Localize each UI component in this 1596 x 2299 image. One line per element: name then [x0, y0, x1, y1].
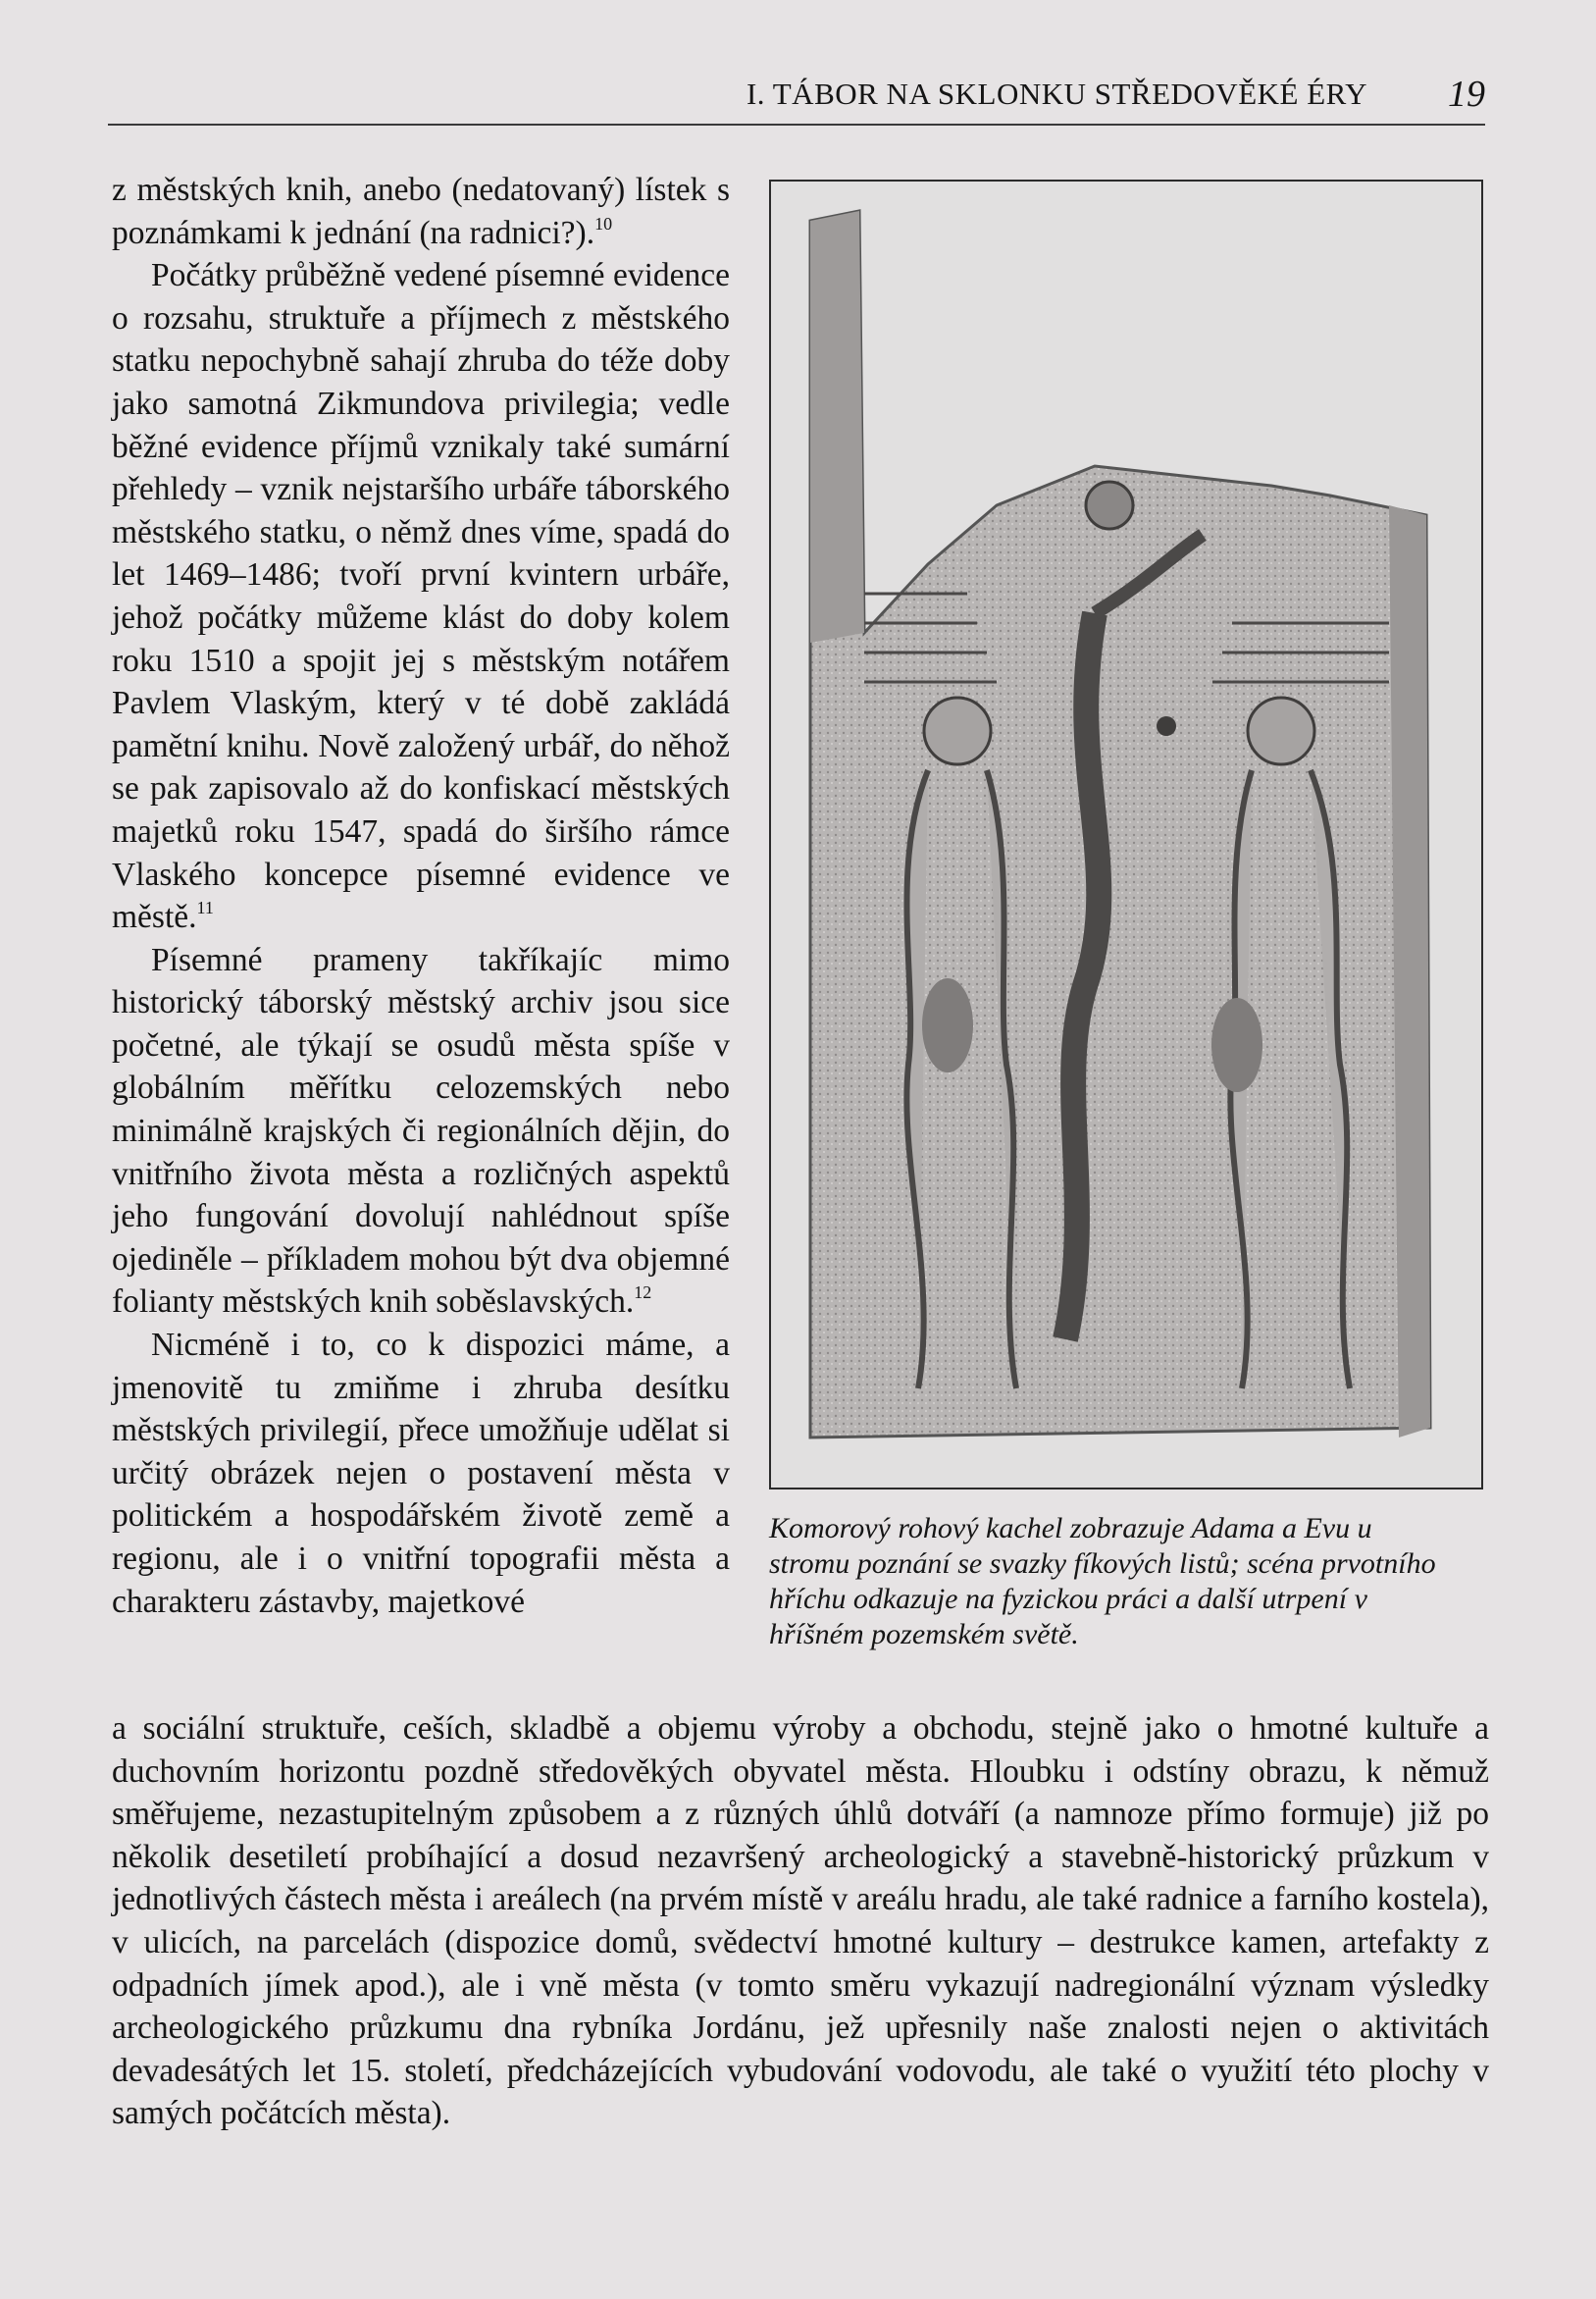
paragraph-1: z městských knih, anebo (nedatovaný) lístek s poznámkami k jednání (na radnici?).$^{10}$: [112, 172, 730, 251]
footnote-ref-12: 12: [634, 1282, 652, 1303]
paragraph-3: Písemné prameny takříkajíc mimo historický táborský městský archiv jsou sice početné, ale týkají se osudů města spíše v globálním měřítku celozemských nebo minimálně krajských či regionálních dějin, do vnitřního života města a rozličných aspektů jeho fungování dovolují nahlédnout spíše ojediněle – příkladem mohou být dva objemné folianty městských knih soběslavských.$^{12}$: [112, 941, 730, 1321]
paragraph-2: Počátky průběžně vedené písemné evidence o rozsahu, struktuře a příjmech z městského statku nepochybně sahají zhruba do téže doby jako samotná Zikmundova privilegia; vedle běžné evidence příjmů vznikaly také sumární přehledy – vznik nejstaršího urbáře táborského městského statku, o němž dnes víme, spadá do let 1469–1486; tvoří první kvintern urbáře, jehož počátky můžeme klást do doby kolem roku 1510 a spojit jej s městským notářem Pavlem Vlaským, který v té době zakládá pamětní knihu. Nově založený urbář, do něhož se pak zapisovalo až do konfiskací městských majetků roku 1547, spadá do širšího rámce Vlaského koncepce písemné evidence ve městě.$^{11}$: [112, 257, 730, 936]
fig-leaves-adam: [922, 978, 973, 1072]
left-column-text: [112, 169, 730, 1623]
stove-tile-relief-image: [771, 182, 1481, 1488]
footnote-ref-11: 11: [196, 898, 214, 918]
serpent-head: [1086, 482, 1133, 529]
fruit-apple: [1157, 716, 1176, 736]
paragraph-4: Nicméně i to, co k dispozici máme, a jmenovitě tu zmiňme i zhruba desítku městských privilegií, přece umožňuje udělat si určitý obrázek nejen o postavení města v politickém a hospodářském životě země a regionu, ale i o vnitřní topografii města a charakteru zástavby, majetkové: [112, 1327, 730, 1620]
adam-head: [924, 698, 991, 764]
page-number: 19: [1448, 74, 1485, 115]
figure-caption: Komorový rohový kachel zobrazuje Adama a Evu u stromu poznání se svazky fíkových listů; scéna prvotního hříchu odkazuje na fyzickou práci a další utrpení v hříšném pozemském světě.: [769, 1512, 1436, 1650]
tile-left-edge: [810, 211, 864, 643]
fig-leaves-eve: [1211, 998, 1262, 1092]
figure-photo: [769, 180, 1483, 1489]
full-width-paragraph: a sociální struktuře, ceších, skladbě a objemu výroby a obchodu, stejně jako o hmotné kultuře a duchovním horizontu pozdně středověkých obyvatel města. Hloubku i odstíny obrazu, k němuž směřujeme, nezastupitelným způsobem a z různých úhlů dotváří (a namnoze přímo formuje) již po několik desetiletí probíhající a dosud nezavršený archeologický a stavebně-historický průzkum v jednotlivých částech města i areálech (na prvém místě v areálu hradu, ale také radnice a farního kostela), v ulicích, na parcelách (dispozice domů, svědectví hmotné kultury – destrukce kamen, artefakty z odpadních jímek apod.), ale i vně města (v tomto směru vykazují nadregionální význam výsledky archeologického průzkumu dna rybníka Jordánu, jež upřesnily naše znalosti nejen o aktivitách devadesátých let 15. století, předcházejících vybudování vodovodu, ale také o využití této plochy v samých počátcích města).: [112, 1710, 1489, 2132]
chapter-title: I. TÁBOR NA SKLONKU STŘEDOVĚKÉ ÉRY: [746, 77, 1367, 111]
eve-head: [1248, 698, 1314, 764]
running-header: [108, 75, 1485, 126]
footnote-ref-10: 10: [594, 213, 613, 234]
